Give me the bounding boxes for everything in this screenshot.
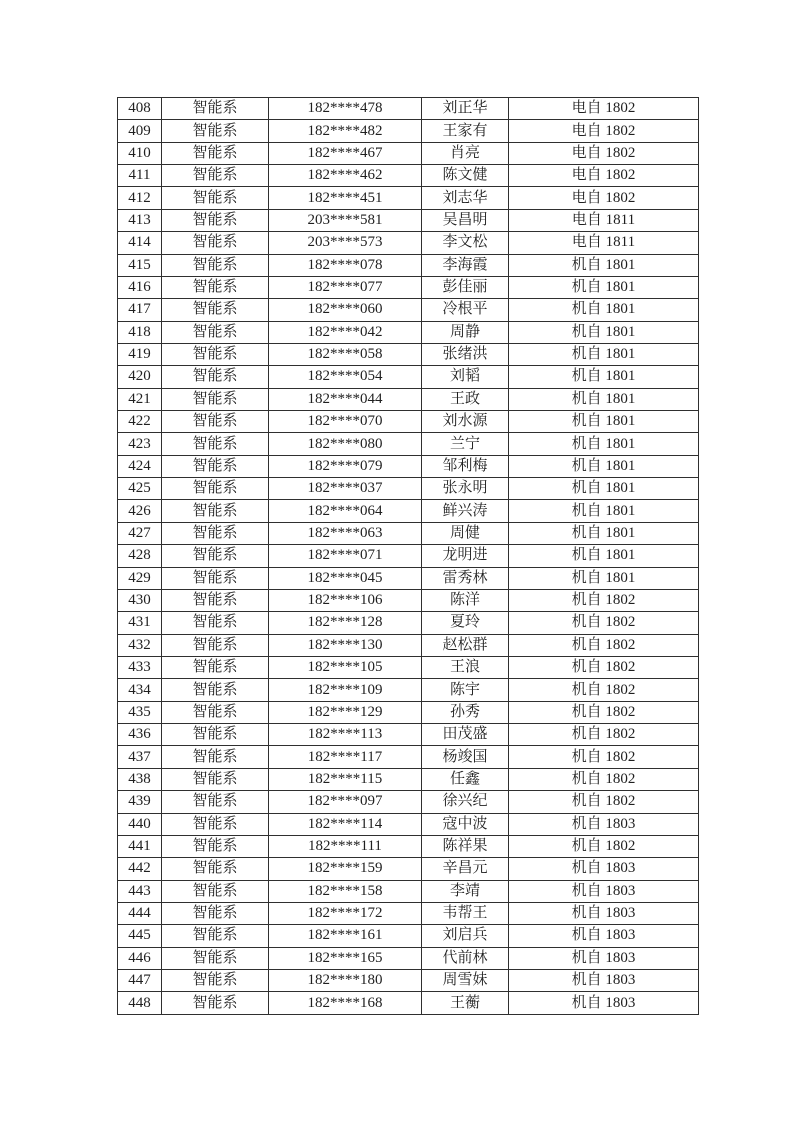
class-cell: 电自 1811: [509, 209, 699, 231]
student-id-cell: 203****581: [269, 209, 422, 231]
class-cell: 机自 1803: [509, 813, 699, 835]
row-number-cell: 417: [118, 299, 162, 321]
department-cell: 智能系: [162, 724, 269, 746]
department-cell: 智能系: [162, 411, 269, 433]
table-row: [118, 433, 699, 455]
class-cell: 电自 1802: [509, 165, 699, 187]
row-number-cell: 448: [118, 992, 162, 1015]
row-number-cell: 427: [118, 522, 162, 544]
table-row: [118, 411, 699, 433]
table-row: [118, 165, 699, 187]
student-id-cell: 182****064: [269, 500, 422, 522]
department-cell: 智能系: [162, 813, 269, 835]
student-id-cell: 182****077: [269, 276, 422, 298]
student-name-cell: 代前林: [422, 947, 509, 969]
table-row: [118, 791, 699, 813]
class-cell: 机自 1802: [509, 768, 699, 790]
row-number-cell: 413: [118, 209, 162, 231]
student-name-cell: 陈祥果: [422, 835, 509, 857]
student-name-cell: 刘韬: [422, 366, 509, 388]
row-number-cell: 447: [118, 970, 162, 992]
student-id-cell: 182****117: [269, 746, 422, 768]
student-id-cell: 182****130: [269, 634, 422, 656]
department-cell: 智能系: [162, 768, 269, 790]
class-cell: 机自 1801: [509, 321, 699, 343]
department-cell: 智能系: [162, 276, 269, 298]
class-cell: 机自 1802: [509, 679, 699, 701]
student-name-cell: 刘水源: [422, 411, 509, 433]
student-id-cell: 182****467: [269, 142, 422, 164]
department-cell: 智能系: [162, 142, 269, 164]
table-row: [118, 724, 699, 746]
student-name-cell: 周健: [422, 522, 509, 544]
row-number-cell: 437: [118, 746, 162, 768]
department-cell: 智能系: [162, 880, 269, 902]
class-cell: 机自 1802: [509, 791, 699, 813]
student-name-cell: 王政: [422, 388, 509, 410]
department-cell: 智能系: [162, 925, 269, 947]
student-id-cell: 182****063: [269, 522, 422, 544]
class-cell: 机自 1803: [509, 858, 699, 880]
class-cell: 机自 1801: [509, 500, 699, 522]
class-cell: 机自 1803: [509, 947, 699, 969]
department-cell: 智能系: [162, 343, 269, 365]
row-number-cell: 424: [118, 455, 162, 477]
class-cell: 机自 1802: [509, 724, 699, 746]
table-row: [118, 656, 699, 678]
table-row: [118, 455, 699, 477]
class-cell: 机自 1801: [509, 433, 699, 455]
student-name-cell: 冷根平: [422, 299, 509, 321]
student-id-cell: 182****462: [269, 165, 422, 187]
department-cell: 智能系: [162, 187, 269, 209]
class-cell: 机自 1801: [509, 567, 699, 589]
class-cell: 机自 1802: [509, 589, 699, 611]
table-row: [118, 880, 699, 902]
student-name-cell: 田茂盛: [422, 724, 509, 746]
table-row: [118, 970, 699, 992]
student-id-cell: 182****180: [269, 970, 422, 992]
student-name-cell: 刘启兵: [422, 925, 509, 947]
student-name-cell: 李海霞: [422, 254, 509, 276]
student-id-cell: 182****060: [269, 299, 422, 321]
department-cell: 智能系: [162, 701, 269, 723]
row-number-cell: 429: [118, 567, 162, 589]
student-id-cell: 182****109: [269, 679, 422, 701]
student-id-cell: 182****058: [269, 343, 422, 365]
class-cell: 机自 1802: [509, 612, 699, 634]
class-cell: 机自 1801: [509, 366, 699, 388]
student-id-cell: 182****045: [269, 567, 422, 589]
student-id-cell: 182****080: [269, 433, 422, 455]
table-row: [118, 142, 699, 164]
student-name-cell: 寇中波: [422, 813, 509, 835]
class-cell: 机自 1801: [509, 254, 699, 276]
row-number-cell: 414: [118, 232, 162, 254]
row-number-cell: 418: [118, 321, 162, 343]
table-row: [118, 612, 699, 634]
department-cell: 智能系: [162, 679, 269, 701]
department-cell: 智能系: [162, 992, 269, 1015]
table-row: [118, 925, 699, 947]
row-number-cell: 423: [118, 433, 162, 455]
table-row: [118, 768, 699, 790]
table-row: [118, 858, 699, 880]
row-number-cell: 422: [118, 411, 162, 433]
department-cell: 智能系: [162, 589, 269, 611]
department-cell: 智能系: [162, 478, 269, 500]
table-row: [118, 679, 699, 701]
class-cell: 电自 1811: [509, 232, 699, 254]
table-row: [118, 746, 699, 768]
student-name-cell: 兰宁: [422, 433, 509, 455]
row-number-cell: 440: [118, 813, 162, 835]
student-id-cell: 182****078: [269, 254, 422, 276]
department-cell: 智能系: [162, 299, 269, 321]
row-number-cell: 416: [118, 276, 162, 298]
row-number-cell: 444: [118, 902, 162, 924]
row-number-cell: 421: [118, 388, 162, 410]
student-name-cell: 李靖: [422, 880, 509, 902]
class-cell: 机自 1802: [509, 835, 699, 857]
department-cell: 智能系: [162, 902, 269, 924]
student-name-cell: 邹利梅: [422, 455, 509, 477]
table-row: [118, 478, 699, 500]
row-number-cell: 419: [118, 343, 162, 365]
row-number-cell: 441: [118, 835, 162, 857]
class-cell: 电自 1802: [509, 98, 699, 120]
row-number-cell: 434: [118, 679, 162, 701]
row-number-cell: 408: [118, 98, 162, 120]
student-id-cell: 182****113: [269, 724, 422, 746]
roster-table-body: [118, 98, 699, 1015]
department-cell: 智能系: [162, 858, 269, 880]
class-cell: 机自 1801: [509, 411, 699, 433]
table-row: [118, 299, 699, 321]
row-number-cell: 435: [118, 701, 162, 723]
class-cell: 电自 1802: [509, 187, 699, 209]
department-cell: 智能系: [162, 545, 269, 567]
student-id-cell: 182****106: [269, 589, 422, 611]
class-cell: 电自 1802: [509, 142, 699, 164]
student-id-cell: 182****159: [269, 858, 422, 880]
row-number-cell: 411: [118, 165, 162, 187]
table-row: [118, 634, 699, 656]
student-name-cell: 吴昌明: [422, 209, 509, 231]
table-row: [118, 209, 699, 231]
department-cell: 智能系: [162, 232, 269, 254]
class-cell: 机自 1802: [509, 746, 699, 768]
department-cell: 智能系: [162, 746, 269, 768]
table-row: [118, 992, 699, 1015]
student-id-cell: 182****115: [269, 768, 422, 790]
table-row: [118, 947, 699, 969]
student-id-cell: 182****054: [269, 366, 422, 388]
table-row: [118, 276, 699, 298]
student-name-cell: 肖亮: [422, 142, 509, 164]
row-number-cell: 438: [118, 768, 162, 790]
student-id-cell: 203****573: [269, 232, 422, 254]
class-cell: 机自 1803: [509, 902, 699, 924]
row-number-cell: 410: [118, 142, 162, 164]
student-id-cell: 182****097: [269, 791, 422, 813]
class-cell: 机自 1802: [509, 656, 699, 678]
student-name-cell: 韦帮王: [422, 902, 509, 924]
department-cell: 智能系: [162, 567, 269, 589]
department-cell: 智能系: [162, 612, 269, 634]
student-id-cell: 182****070: [269, 411, 422, 433]
department-cell: 智能系: [162, 165, 269, 187]
department-cell: 智能系: [162, 947, 269, 969]
row-number-cell: 436: [118, 724, 162, 746]
student-name-cell: 龙明进: [422, 545, 509, 567]
table-row: [118, 254, 699, 276]
department-cell: 智能系: [162, 388, 269, 410]
student-id-cell: 182****079: [269, 455, 422, 477]
class-cell: 机自 1801: [509, 276, 699, 298]
class-cell: 机自 1801: [509, 478, 699, 500]
student-id-cell: 182****042: [269, 321, 422, 343]
student-id-cell: 182****451: [269, 187, 422, 209]
class-cell: 机自 1801: [509, 545, 699, 567]
student-roster-table: [117, 97, 699, 1015]
table-row: [118, 902, 699, 924]
student-id-cell: 182****168: [269, 992, 422, 1015]
student-id-cell: 182****165: [269, 947, 422, 969]
student-name-cell: 彭佳丽: [422, 276, 509, 298]
row-number-cell: 432: [118, 634, 162, 656]
table-row: [118, 366, 699, 388]
student-name-cell: 王浪: [422, 656, 509, 678]
student-name-cell: 周静: [422, 321, 509, 343]
row-number-cell: 426: [118, 500, 162, 522]
table-row: [118, 187, 699, 209]
student-name-cell: 杨竣国: [422, 746, 509, 768]
student-id-cell: 182****044: [269, 388, 422, 410]
student-name-cell: 刘志华: [422, 187, 509, 209]
department-cell: 智能系: [162, 321, 269, 343]
student-id-cell: 182****071: [269, 545, 422, 567]
class-cell: 机自 1802: [509, 701, 699, 723]
table-row: [118, 701, 699, 723]
table-row: [118, 567, 699, 589]
row-number-cell: 409: [118, 120, 162, 142]
row-number-cell: 430: [118, 589, 162, 611]
table-row: [118, 589, 699, 611]
row-number-cell: 415: [118, 254, 162, 276]
class-cell: 机自 1803: [509, 992, 699, 1015]
row-number-cell: 433: [118, 656, 162, 678]
student-id-cell: 182****172: [269, 902, 422, 924]
class-cell: 机自 1802: [509, 634, 699, 656]
department-cell: 智能系: [162, 835, 269, 857]
student-name-cell: 陈宇: [422, 679, 509, 701]
row-number-cell: 428: [118, 545, 162, 567]
department-cell: 智能系: [162, 120, 269, 142]
department-cell: 智能系: [162, 433, 269, 455]
student-id-cell: 182****114: [269, 813, 422, 835]
department-cell: 智能系: [162, 98, 269, 120]
student-name-cell: 夏玲: [422, 612, 509, 634]
student-id-cell: 182****478: [269, 98, 422, 120]
department-cell: 智能系: [162, 522, 269, 544]
student-name-cell: 孙秀: [422, 701, 509, 723]
student-name-cell: 李文松: [422, 232, 509, 254]
student-id-cell: 182****105: [269, 656, 422, 678]
student-name-cell: 陈文健: [422, 165, 509, 187]
student-id-cell: 182****161: [269, 925, 422, 947]
student-name-cell: 鲜兴涛: [422, 500, 509, 522]
class-cell: 机自 1801: [509, 343, 699, 365]
table-row: [118, 813, 699, 835]
department-cell: 智能系: [162, 500, 269, 522]
table-row: [118, 388, 699, 410]
table-row: [118, 500, 699, 522]
class-cell: 机自 1801: [509, 388, 699, 410]
student-name-cell: 王家有: [422, 120, 509, 142]
class-cell: 电自 1802: [509, 120, 699, 142]
student-id-cell: 182****037: [269, 478, 422, 500]
class-cell: 机自 1801: [509, 299, 699, 321]
table-row: [118, 343, 699, 365]
row-number-cell: 425: [118, 478, 162, 500]
class-cell: 机自 1803: [509, 880, 699, 902]
table-row: [118, 232, 699, 254]
student-name-cell: 张永明: [422, 478, 509, 500]
department-cell: 智能系: [162, 209, 269, 231]
row-number-cell: 446: [118, 947, 162, 969]
department-cell: 智能系: [162, 970, 269, 992]
student-name-cell: 陈洋: [422, 589, 509, 611]
department-cell: 智能系: [162, 634, 269, 656]
student-id-cell: 182****111: [269, 835, 422, 857]
class-cell: 机自 1803: [509, 970, 699, 992]
table-row: [118, 321, 699, 343]
student-id-cell: 182****158: [269, 880, 422, 902]
student-name-cell: 雷秀林: [422, 567, 509, 589]
row-number-cell: 420: [118, 366, 162, 388]
table-row: [118, 522, 699, 544]
row-number-cell: 443: [118, 880, 162, 902]
table-row: [118, 545, 699, 567]
table-row: [118, 120, 699, 142]
student-name-cell: 周雪妹: [422, 970, 509, 992]
student-name-cell: 任鑫: [422, 768, 509, 790]
class-cell: 机自 1803: [509, 925, 699, 947]
department-cell: 智能系: [162, 366, 269, 388]
department-cell: 智能系: [162, 455, 269, 477]
student-name-cell: 王蘅: [422, 992, 509, 1015]
class-cell: 机自 1801: [509, 455, 699, 477]
student-name-cell: 张绪洪: [422, 343, 509, 365]
student-name-cell: 赵松群: [422, 634, 509, 656]
student-name-cell: 辛昌元: [422, 858, 509, 880]
row-number-cell: 445: [118, 925, 162, 947]
row-number-cell: 431: [118, 612, 162, 634]
row-number-cell: 442: [118, 858, 162, 880]
table-row: [118, 835, 699, 857]
student-name-cell: 徐兴纪: [422, 791, 509, 813]
department-cell: 智能系: [162, 791, 269, 813]
class-cell: 机自 1801: [509, 522, 699, 544]
row-number-cell: 412: [118, 187, 162, 209]
student-id-cell: 182****129: [269, 701, 422, 723]
table-row: [118, 98, 699, 120]
student-id-cell: 182****128: [269, 612, 422, 634]
student-id-cell: 182****482: [269, 120, 422, 142]
department-cell: 智能系: [162, 254, 269, 276]
row-number-cell: 439: [118, 791, 162, 813]
department-cell: 智能系: [162, 656, 269, 678]
student-name-cell: 刘正华: [422, 98, 509, 120]
